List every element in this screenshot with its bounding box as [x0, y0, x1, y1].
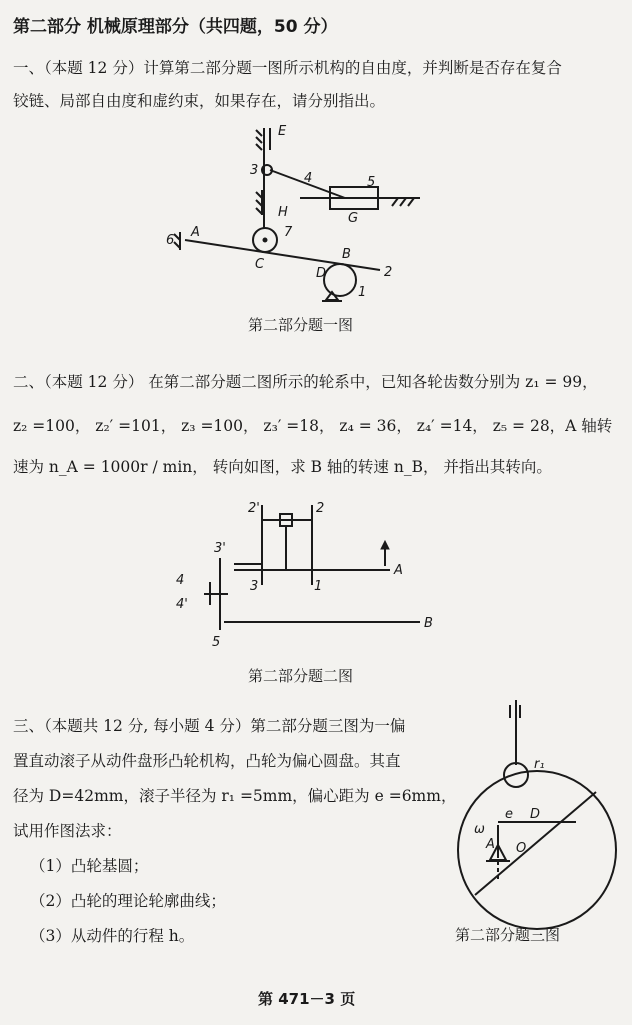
label-3p: 3' [214, 541, 226, 556]
section-header: 第二部分 机械原理部分（共四题，50 分） [13, 17, 338, 37]
q3-text-line4: 试用作图法求： [13, 822, 122, 840]
label-1: 1 [314, 579, 323, 594]
q3-subquestion-3: （3）从动件的行程 h。 [30, 927, 195, 945]
label-5: 5 [212, 635, 221, 650]
label-B: B [342, 247, 351, 262]
label-4p: 4' [176, 597, 188, 612]
q2-text-line3: 速为 n_A = 1000r / min， 转向如图，求 B 轴的转速 n_B， 并指出其转向。 [13, 458, 552, 476]
q3-text-line1: 三、（本题共 12 分, 每小题 4 分）第二部分题三图为一偏 [13, 717, 406, 735]
page-number: 第 471－3 页 [258, 990, 356, 1008]
label-D: D [530, 807, 541, 822]
q3-subquestion-1: （1）凸轮基圆； [30, 857, 149, 875]
label-2: 2 [384, 265, 393, 280]
label-6: 6 [166, 233, 175, 248]
label-H: H [278, 205, 288, 220]
q2-caption: 第二部分题二图 [248, 667, 354, 685]
label-5: 5 [367, 175, 376, 190]
label-O: O [516, 841, 527, 856]
label-2: 2 [316, 501, 325, 516]
label-B: B [424, 616, 433, 631]
q3-text-line2: 置直动滚子从动件盘形凸轮机构，凸轮为偏心圆盘。其直 [13, 752, 401, 770]
q3-caption: 第二部分题三图 [455, 926, 561, 944]
q2-text-line1: 二、（本题 12 分） 在第二部分题二图所示的轮系中，已知各轮齿数分别为 z₁ = 99， [13, 373, 598, 391]
label-3: 3 [250, 163, 259, 178]
label-E: E [278, 124, 287, 139]
q3-subquestion-2: （2）凸轮的理论轮廓曲线； [30, 892, 226, 910]
label-omega: ω [474, 822, 485, 837]
label-2p: 2' [248, 501, 260, 516]
label-7: 7 [284, 225, 293, 240]
label-4: 4 [176, 573, 185, 588]
label-A: A [394, 563, 403, 578]
label-D: D [316, 266, 327, 281]
label-A: A [486, 837, 495, 852]
label-3: 3 [250, 579, 259, 594]
q1-caption: 第二部分题一图 [248, 316, 354, 334]
label-e: e [505, 807, 513, 822]
label-1: 1 [358, 285, 367, 300]
label-4: 4 [304, 171, 313, 186]
label-r1: r₁ [534, 757, 545, 772]
label-A: A [191, 225, 200, 240]
label-C: C [255, 257, 265, 272]
q1-text-line2: 铰链、局部自由度和虚约束，如果存在，请分别指出。 [13, 92, 386, 110]
q2-text-line2: z₂ =100， z₂′ =101， z₃ =100， z₃′ =18， z₄ = 36， z₄′ =14， z₅ = 28，A 轴转 [13, 417, 613, 435]
q3-text-line3: 径为 D=42mm，滚子半径为 r₁ =5mm，偏心距为 e =6mm， [13, 787, 457, 805]
q1-text-line1: 一、（本题 12 分）计算第二部分题一图所示机构的自由度，并判断是否存在复合 [13, 59, 562, 77]
label-G: G [348, 211, 359, 226]
